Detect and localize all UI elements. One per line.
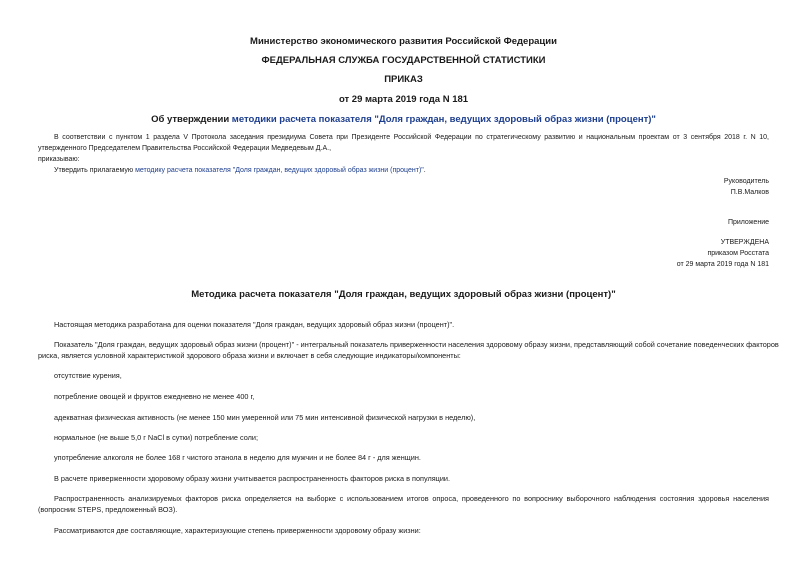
methodology-paragraph-2-line-1: Показатель "Доля граждан, ведущих здоровый образ жизни (процент)" - интегральный показатель приверженности населения здоровому образу жизни, представляющий собой сочетание поведенческих факторов (54, 340, 779, 349)
approve-line (54, 167, 426, 174)
methodology-paragraph-4-line-2: (вопросник STEPS, предложенный ВОЗ). (38, 505, 178, 514)
signature-position: Руководитель (723, 178, 769, 185)
indicator-item: потребление овощей и фруктов ежедневно не менее 400 г, (54, 392, 255, 401)
appendix-label: Приложение (727, 219, 769, 226)
methodology-paragraph-1: Настоящая методика разработана для оценки показателя "Доля граждан, ведущих здоровый образ жизни (процент)". (54, 320, 455, 329)
preamble-line-1: В соответствии с пунктом 1 раздела V Протокола заседания президиума Совета при Президенте Российской Федерации по стратегическому развитию и национальным проектам от 3 сентября 2018 г. N 10, (54, 134, 769, 141)
signature-name: П.В.Малков (730, 189, 769, 196)
doc-type-heading: ПРИКАЗ (384, 74, 423, 85)
indicator-item: нормальное (не выше 5,0 г NaCl в сутки) потребление соли; (54, 433, 259, 442)
methodology-title: Методика расчета показателя "Доля граждан, ведущих здоровый образ жизни (процент)" (191, 289, 616, 300)
methodology-paragraph-5: Рассматриваются две составляющие, характеризующие степень приверженности здоровому образу жизни: (54, 526, 421, 535)
service-heading: ФЕДЕРАЛЬНАЯ СЛУЖБА ГОСУДАРСТВЕННОЙ СТАТИСТИКИ (261, 55, 546, 66)
appendix-approved: УТВЕРЖДЕНА (720, 239, 769, 246)
preamble-line-3: приказываю: (38, 156, 80, 163)
doc-date-heading: от 29 марта 2019 года N 181 (338, 94, 469, 105)
doc-title-link[interactable]: методики расчета показателя "Доля граждан, ведущих здоровый образ жизни (процент)" (231, 114, 656, 125)
preamble-line-2: утвержденного Председателем Правительства Российской Федерации Медведевым Д.А., (38, 145, 332, 152)
doc-title (0, 115, 807, 125)
ministry-heading: Министерство экономического развития Российской Федерации (250, 36, 557, 47)
approve-link[interactable]: методику расчета показателя "Доля граждан, ведущих здоровый образ жизни (процент)" (135, 167, 424, 174)
indicator-item: адекватная физическая активность (не менее 150 мин умеренной или 75 мин интенсивной физической нагрузки в неделю), (54, 413, 476, 422)
doc-title-prefix: Об утверждении (151, 114, 232, 125)
indicator-item: отсутствие курения, (54, 371, 122, 380)
methodology-paragraph-3: В расчете приверженности здоровому образу жизни учитывается распространенность факторов риска в популяции. (54, 474, 451, 483)
methodology-paragraph-4-line-1: Распространенность анализируемых факторов риска определяется на выборке с использованием итогов опроса, проведенного по вопроснику выборочного наблюдения состояния здоровья населения (54, 494, 769, 503)
indicator-item: употребление алкоголя не более 168 г чистого этанола в неделю для мужчин и не более 84 г - для женщин. (54, 453, 421, 462)
appendix-by-order: приказом Росстата (707, 250, 769, 257)
approve-prefix: Утвердить прилагаемую (54, 167, 136, 174)
approve-suffix: . (423, 167, 426, 174)
methodology-paragraph-2-line-2: риска, является условной характеристикой здорового образа жизни и включает в себя следующие индикаторы/компоненты: (38, 351, 461, 360)
appendix-order-ref: от 29 марта 2019 года N 181 (676, 261, 769, 268)
